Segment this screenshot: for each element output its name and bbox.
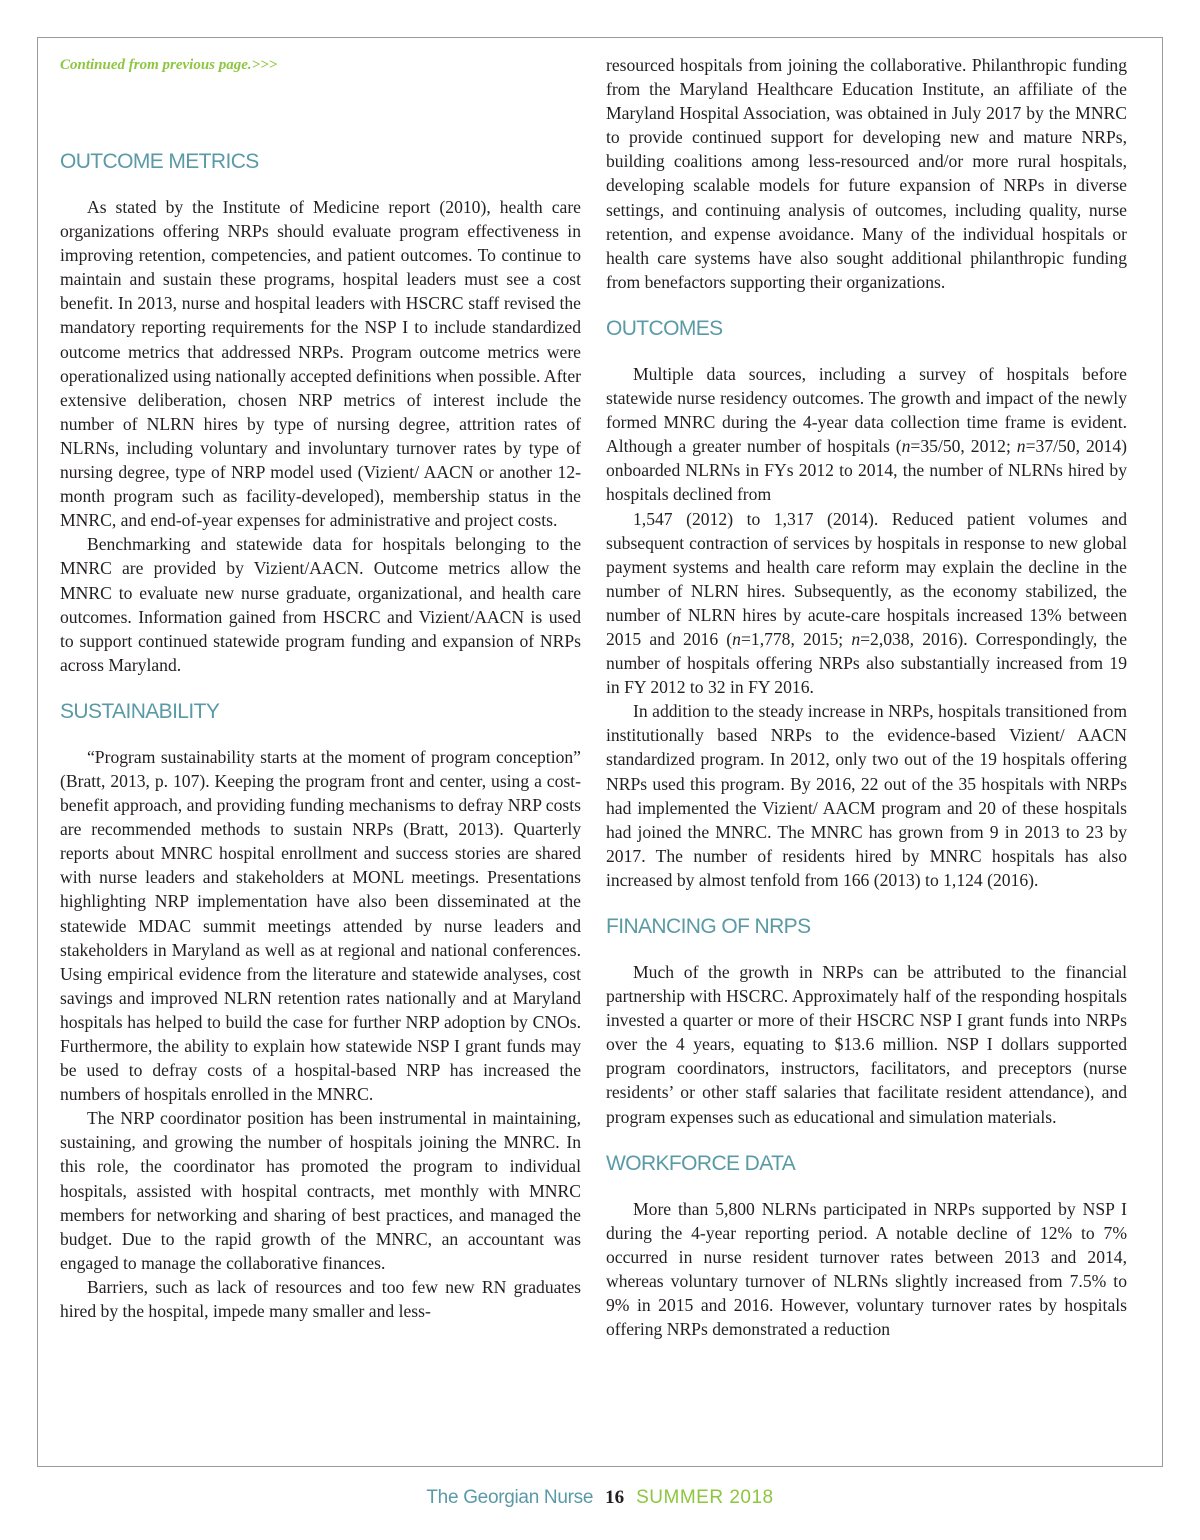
page-footer: [0, 1486, 1200, 1510]
paragraph: [606, 362, 1127, 507]
italic-n: n: [901, 436, 911, 457]
text-run: =2,038, 2016). Correspondingly, the number of hospitals offering NRPs also substantially increased from 19 in FY 2012 to 32 in FY 2016.: [606, 628, 1127, 698]
text-run: =35/50, 2012;: [910, 436, 1017, 457]
paragraph: Much of the growth in NRPs can be attributed to the financial partnership with HSCRC. Approximately half of the responding hospitals invested a quarter or more of their HSCRC NSP I grant funds into NRPs over the 4 years, equating to $13.6 million. NSP I dollars supported program coordinators, instructors, facilitators, and preceptors (nurse residents’ or other staff salaries that facilitate resident attendance), and program expenses such as educational and simulation materials.: [606, 962, 1127, 1127]
italic-n: n: [1016, 436, 1026, 457]
continued-note: Continued from previous page.>>>: [60, 57, 278, 73]
italic-n: n: [732, 628, 741, 649]
heading-outcome-metrics: OUTCOME METRICS: [60, 150, 259, 173]
paragraph: The NRP coordinator position has been instrumental in maintaining, sustaining, and growing the number of hospitals joining the MNRC. In this role, the coordinator has promoted the program to individual hospitals, assisted with hospital contracts, met monthly with MNRC members for networking and sharing of best practices, and managed the budget. Due to the rapid growth of the MNRC, an accountant was engaged to manage the collaborative finances.: [60, 1108, 581, 1273]
heading-sustainability: SUSTAINABILITY: [60, 699, 220, 723]
issue-date: SUMMER 2018: [636, 1487, 774, 1508]
text-run: =1,778, 2015;: [740, 628, 852, 649]
heading-outcomes: OUTCOMES: [606, 316, 723, 340]
text-run: =37/50, 2014) onboarded NLRNs in FYs 2012 to 2014, the number of NLRNs hired by hospitals declined from: [606, 436, 1127, 505]
paragraph: As stated by the Institute of Medicine report (2010), health care organizations offering NRPs should evaluate program effectiveness in improving retention, competencies, and patient outcomes. To continue to maintain and sustain these programs, hospital leaders must see a cost benefit. In 2013, nurse and hospital leaders with HSCRC staff revised the mandatory reporting requirements for the NSP I to include standardized outcome metrics that addressed NRPs. Program outcome metrics were operationalized using nationally accepted definitions when possible. After extensive deliberation, chosen NRP metrics of interest include the number of NLRN hires by type of nursing degree, attrition rates of NLRNs, including voluntary and involuntary turnover rates by type of nursing degree, type of NRP model used (Vizient/ AACN or another 12-month program such as facility-developed), membership status in the MNRC, and end-of-year expenses for administrative and project costs.: [60, 197, 581, 531]
paragraph: [606, 507, 1127, 700]
paragraph: “Program sustainability starts at the moment of program conception” (Bratt, 2013, p. 107). Keeping the program front and center, using a cost-benefit approach, and providing funding mechanisms to defray NRP costs are recommended methods to sustain NRPs (Bratt, 2013). Quarterly reports about MNRC hospital enrollment and success stories are shared with nurse leaders and stakeholders at MONL meetings. Presentations highlighting NRP implementation have also been disseminated at the statewide MDAC summit meetings attended by nurse leaders and stakeholders in Maryland as well as at regional and national conferences. Using empirical evidence from the literature and statewide analyses, cost savings and improved NLRN retention rates nationally and at Maryland hospitals has helped to build the case for further NRP adoption by CNOs. Furthermore, the ability to explain how statewide NSP I grant funds may be used to defray costs of a hospital-based NRP has increased the numbers of hospitals enrolled in the MNRC.: [60, 746, 581, 1105]
heading-financing: FINANCING OF NRPS: [606, 915, 811, 938]
text-run: Multiple data sources, including a survey of hospitals before statewide nurse residency outcomes. The growth and impact of the newly formed MNRC during the 4-year data collection time frame is evident. Although a greater number of hospitals (: [606, 363, 1127, 457]
heading-workforce-data: WORKFORCE DATA: [606, 1151, 796, 1175]
right-column: [606, 53, 1127, 1341]
paragraph: Benchmarking and statewide data for hospitals belonging to the MNRC are provided by Vizient/AACN. Outcome metrics allow the MNRC to evaluate new nurse graduate, organizational, and health care outcomes. Information gained from HSCRC and Vizient/AACN is used to support continued statewide program funding and expansion of NRPs across Maryland.: [60, 534, 581, 675]
italic-n: n: [851, 628, 861, 649]
page-number: 16: [605, 1487, 625, 1508]
paragraph: More than 5,800 NLRNs participated in NRPs supported by NSP I during the 4-year reporting period. A notable decline of 12% to 7% occurred in nurse resident turnover rates between 2013 and 2014, whereas voluntary turnover of NLRNs slightly increased from 7.5% to 9% in 2015 and 2016. However, voluntary turnover rates by hospitals offering NRPs demonstrated a reduction: [606, 1198, 1127, 1340]
left-column: [60, 53, 581, 1323]
paragraph: Barriers, such as lack of resources and too few new RN graduates hired by the hospital, impede many smaller and less-: [60, 1276, 581, 1322]
paragraph: resourced hospitals from joining the collaborative. Philanthropic funding from the Maryland Healthcare Education Institute, an affiliate of the Maryland Hospital Association, was obtained in July 2017 by the MNRC to provide continued support for developing new and mature NRPs, building coalitions among less-resourced and/or more rural hospitals, developing scalable models for future expansion of NRPs in diverse settings, and continuing analysis of outcomes, including quality, nurse retention, and expense avoidance. Many of the individual hospitals or health care systems have also sought additional philanthropic funding from benefactors supporting their organizations.: [606, 55, 1127, 292]
magazine-name: The Georgian Nurse: [426, 1487, 594, 1508]
text-run: 1,547 (2012) to 1,317 (2014). Reduced patient volumes and subsequent contraction of services by hospitals in response to new global payment systems and health care reform may explain the decline in the number of NLRN hires. Subsequently, as the economy stabilized, the number of NLRN hires by acute-care hospitals increased 13% between 2015 and 2016 (: [606, 508, 1127, 649]
paragraph: In addition to the steady increase in NRPs, hospitals transitioned from institutionally based NRPs to the evidence-based Vizient/ AACN standardized program. In 2012, only two out of the 19 hospitals offering NRPs used this program. By 2016, 22 out of the 35 hospitals with NRPs had implemented the Vizient/ AACM program and 20 of these hospitals had joined the MNRC. The MNRC has grown from 9 in 2013 to 23 by 2017. The number of residents hired by MNRC hospitals has also increased by almost tenfold from 166 (2013) to 1,124 (2016).: [606, 701, 1127, 890]
